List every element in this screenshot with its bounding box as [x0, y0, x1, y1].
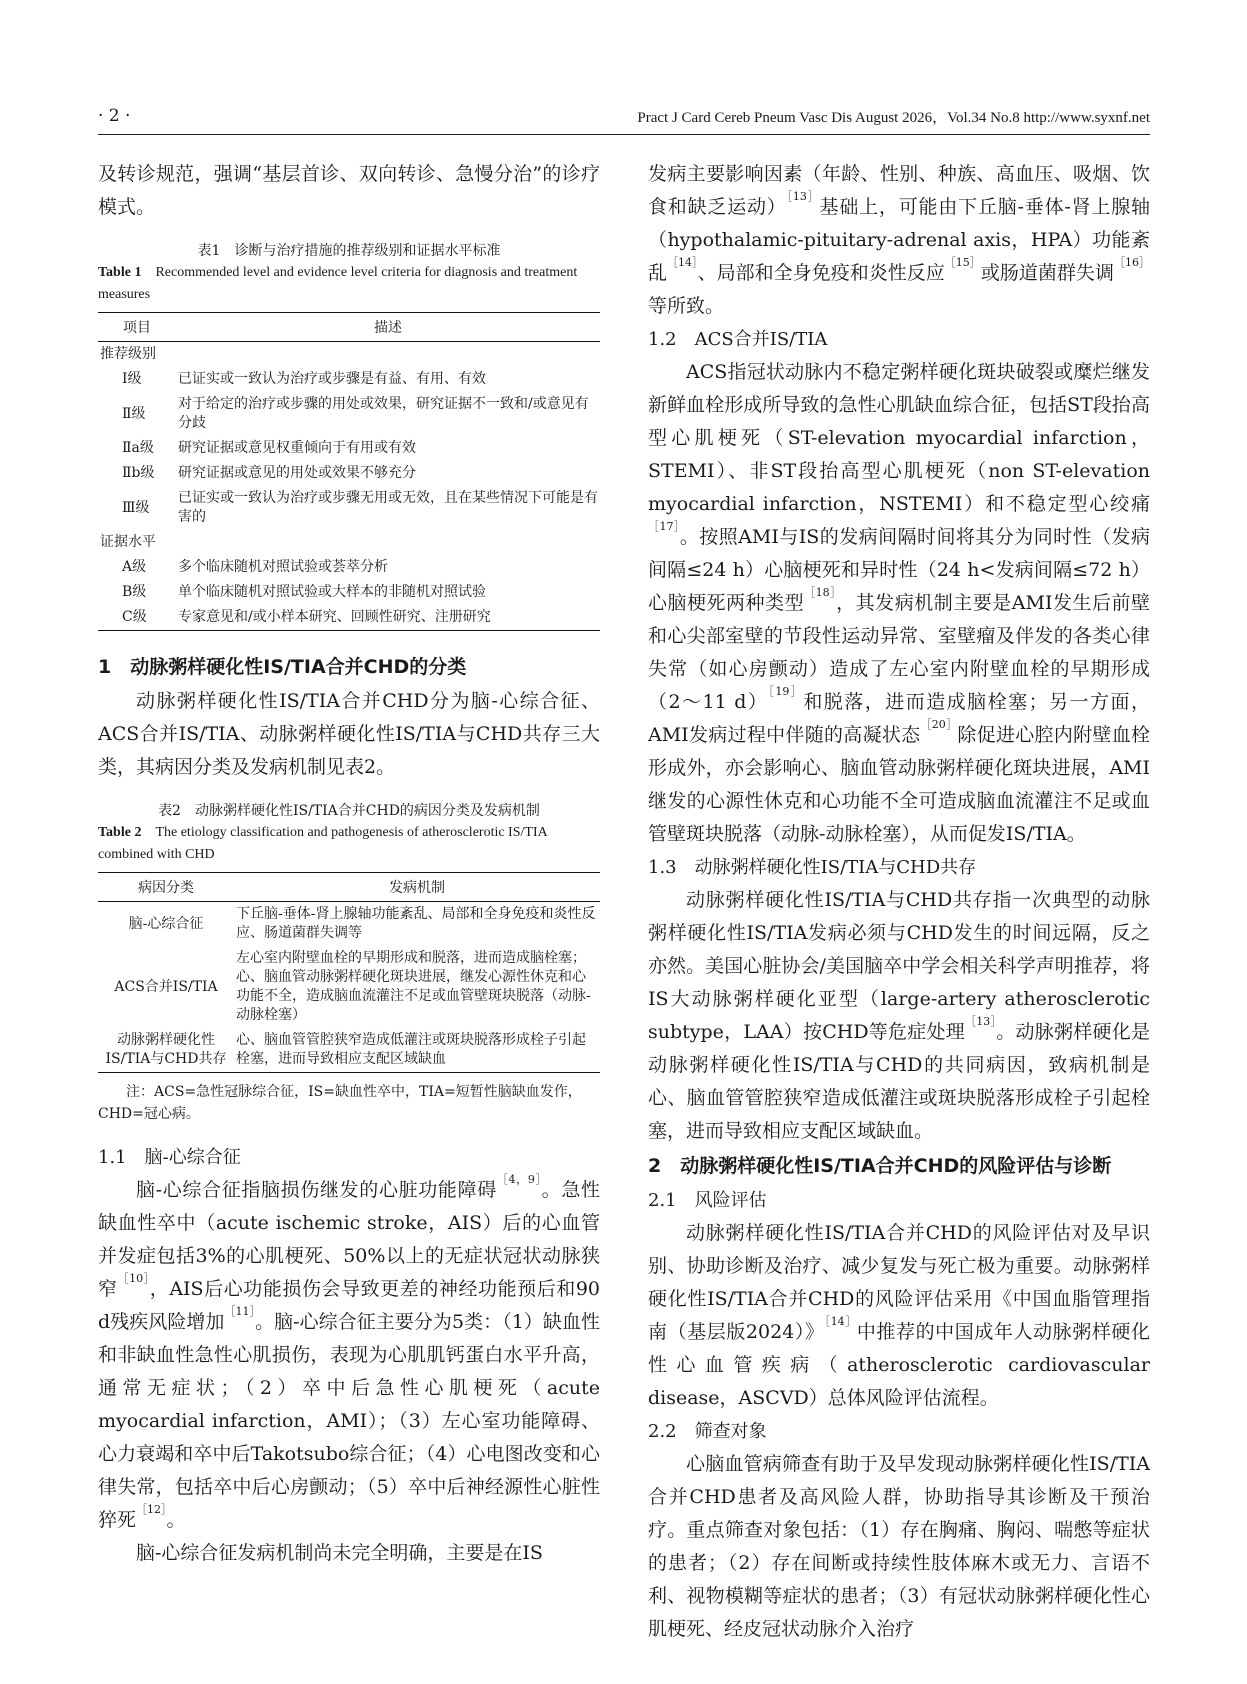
text-run: 、局部和全身免疫和炎性反应 — [697, 262, 945, 284]
table2-caption-en — [98, 822, 600, 866]
table2-mech: 下丘脑-垂体-肾上腺轴功能紊乱、局部和全身免疫和炎性反应、肠道菌群失调等 — [236, 906, 596, 941]
table-row — [98, 1028, 600, 1073]
citation: ［11］ — [224, 1305, 256, 1318]
table1-level: B级 — [122, 584, 147, 600]
table1-desc: 单个临床随机对照试验或大样本的非随机对照试验 — [178, 584, 486, 600]
citation: ［18］ — [804, 586, 837, 599]
citation: ［12］ — [136, 1503, 167, 1516]
table1-level: Ⅱ级 — [122, 405, 146, 422]
table1-group-row — [98, 530, 600, 555]
text-run: 脑-心综合征指脑损伤继发的心脏功能障碍 — [136, 1179, 497, 1201]
text-run: 动脉粥样硬化性IS/TIA与CHD共存指一次典型的动脉粥样硬化性IS/TIA发病必须与CHD发生的时间远隔，反之亦然。美国心脏协会/美国脑卒中学会相关科学声明推荐，将IS大动脉粥样硬化亚型（large-artery atherosclerotic subtype，LAA）按CHD等危症处理 — [648, 889, 1150, 1043]
table1-level: Ⅱb级 — [122, 465, 155, 481]
text-run: 。急性缺血性卒中（acute ischemic stroke，AIS）后的心血管并发症包括3%的心肌梗死、50%以上的无症状冠状动脉狭窄 — [98, 1179, 600, 1300]
table1-level: Ⅲ级 — [122, 499, 150, 516]
table-row — [98, 392, 600, 436]
right-column — [648, 158, 1150, 1638]
table1-col-desc: 描述 — [176, 313, 600, 342]
section-2-1-title: 2.1 风险评估 — [648, 1190, 767, 1211]
table1-level: C级 — [98, 605, 176, 631]
table-row — [98, 367, 600, 392]
text-run: 等所致。 — [648, 295, 725, 317]
table1-level: Ⅱa级 — [122, 440, 154, 456]
table-row — [98, 555, 600, 580]
table1-desc: 对于给定的治疗或步骤的用处或效果，研究证据不一致和/或意见有分歧 — [178, 396, 589, 431]
text-run: 。动脉粥样硬化是动脉粥样硬化性IS/TIA与CHD的共同病因，致病机制是心、脑血管管腔狭窄造成低灌注或斑块脱落形成栓子引起栓塞，进而导致相应支配区域缺血。 — [648, 1021, 1150, 1142]
citation: ［14］ — [667, 256, 698, 269]
table2-col-cat: 病因分类 — [98, 873, 234, 902]
citation: ［14］ — [824, 1315, 857, 1328]
section-1-1-paragraph-2: 脑-心综合征发病机制尚未完全明确，主要是在IS — [136, 1542, 543, 1564]
text-run: 。 — [166, 1509, 186, 1531]
table1 — [98, 312, 600, 631]
table1-caption-text: Recommended level and evidence level criteria for diagnosis and treatment measures — [98, 265, 578, 302]
table2-header-row — [98, 873, 600, 902]
table1-caption-cn: 表1 诊断与治疗措施的推荐级别和证据水平标准 — [197, 243, 501, 259]
table2-mech: 左心室内附壁血栓的早期形成和脱落，进而造成脑栓塞；心、脑血管动脉粥样硬化斑块进展，继发心源性休克和心功能不全，造成脑血流灌注不足或血管壁斑块脱落（动脉-动脉栓塞） — [236, 950, 591, 1023]
citation: ［13］ — [965, 1015, 997, 1028]
text-run: 或肠道菌群失调 — [980, 262, 1114, 284]
table1-desc: 已证实或一致认为治疗或步骤无用或无效，且在某些情况下可能是有害的 — [178, 490, 598, 525]
section-2-2-paragraph: 心脑血管病筛查有助于及早发现动脉粥样硬化性IS/TIA合并CHD患者及高风险人群，协助指导其诊断及干预治疗。重点筛查对象包括：（1）存在胸痛、胸闷、喘憋等症状的患者；（2）存在间断或持续性肢体麻木或无力、言语不利、视物模糊等症状的患者；（3）有冠状动脉粥样硬化性心肌梗死、经皮冠状动脉介入治疗 — [648, 1453, 1150, 1638]
table-row — [98, 461, 600, 486]
table2-caption-cn: 表2 动脉粥样硬化性IS/TIA合并CHD的病因分类及发病机制 — [158, 803, 540, 819]
table2-col-mech: 发病机制 — [234, 873, 600, 902]
table1-header-row — [98, 313, 600, 342]
text-run: ACS指冠状动脉内不稳定粥样硬化斑块破裂或糜烂继发新鲜血栓形成所导致的急性心肌缺血综合征，包括ST段抬高型心肌梗死（ST-elevation myocardial infarction，STEMI）、非ST段抬高型心肌梗死（non ST-elevation myocardial infarction，NSTEMI）和不稳定型心绞痛 — [648, 361, 1150, 515]
table2-note: 注：ACS=急性冠脉综合征，IS=缺血性卒中，TIA=短暂性脑缺血发作，CHD=冠心病。 — [98, 1084, 582, 1122]
text-run: 发病主要影响因素（年龄、性别、种族、高血压、吸烟、饮食和缺乏运动） — [648, 163, 1150, 218]
table1-group-row — [98, 342, 600, 368]
section-2-2-title: 2.2 筛查对象 — [648, 1421, 767, 1442]
table-row — [98, 580, 600, 605]
section-1-title: 1 动脉粥样硬化性IS/TIA合并CHD的分类 — [98, 656, 467, 678]
citation: ［17］ — [648, 520, 680, 533]
page-number: · 2 · — [98, 106, 131, 126]
table1-desc: 研究证据或意见权重倾向于有用或有效 — [178, 440, 416, 456]
section-1-1-paragraph — [98, 1174, 600, 1537]
table1-level: A级 — [122, 559, 147, 575]
table1-group1: 推荐级别 — [100, 346, 156, 362]
section-1-2-title: 1.2 ACS合并IS/TIA — [648, 329, 828, 350]
table1-level: Ⅰ级 — [122, 371, 142, 387]
section-2-title: 2 动脉粥样硬化性IS/TIA合并CHD的风险评估与诊断 — [648, 1155, 1112, 1177]
table1-desc: 专家意见和/或小样本研究、回顾性研究、注册研究 — [176, 605, 600, 631]
table1-desc: 多个临床随机对照试验或荟萃分析 — [178, 559, 388, 575]
text-run: 。按照AMI与IS的发病间隔时间将其分为同时性（发病间隔≤24 h）心脑梗死和异时性（24 h<发病间隔≤72 h）心脑梗死两种类型 — [648, 526, 1150, 614]
citation: ［19］ — [768, 685, 804, 698]
table2-caption-text: The etiology classification and pathogenesis of atherosclerotic IS/TIA combined with CHD — [98, 825, 547, 862]
table1-group2: 证据水平 — [100, 534, 156, 550]
continued-paragraph — [648, 158, 1150, 323]
table2-cat: ACS合并IS/TIA — [114, 978, 218, 995]
citation: ［15］ — [944, 256, 981, 269]
text-run: 动脉粥样硬化性IS/TIA合并CHD的风险评估对及早识别、协助诊断及治疗、减少复发与死亡极为重要。动脉粥样硬化性IS/TIA合并CHD的风险评估采用《中国血脂管理指南（基层版2024）》 — [648, 1222, 1150, 1343]
text-run: ，其发病机制主要是AMI发生后前壁和心尖部室壁的节段性运动异常、室壁瘤及伴发的各类心律失常（如心房颤动）造成了左心室内附壁血栓的早期形成（2～11 d） — [648, 592, 1150, 713]
text-run: ，AIS后心功能损伤会导致更差的神经功能预后和90 d残疾风险增加 — [98, 1278, 600, 1333]
table2-cat: 动脉粥样硬化性IS/TIA与CHD共存 — [98, 1028, 234, 1073]
section-1-3-paragraph — [648, 884, 1150, 1148]
table1-desc: 研究证据或意见的用处或效果不够充分 — [178, 465, 416, 481]
text-run: 。脑-心综合征主要分为5类：（1）缺血性和非缺血性急性心肌损伤，表现为心肌肌钙蛋白水平升高，通常无症状；（2）卒中后急性心肌梗死（acute myocardial infarction，AMI）；（3）左心室功能障碍、心力衰竭和卒中后Takotsubo综合征；（4）心电图改变和心律失常，包括卒中后心房颤动；（5）卒中后神经源性心脏性猝死 — [98, 1311, 600, 1531]
section-1-3-title: 1.3 动脉粥样硬化性IS/TIA与CHD共存 — [648, 857, 977, 878]
table2-label: Table 2 — [98, 825, 142, 840]
table1-caption-en — [98, 262, 600, 306]
running-header — [98, 104, 1150, 135]
table2 — [98, 872, 600, 1073]
citation: ［13］ — [786, 190, 820, 203]
journal-info: Pract J Card Cereb Pneum Vasc Dis August 2026，Vol.34 No.8 http://www.syxnf.net — [637, 110, 1150, 126]
citation: ［4，9］ — [496, 1173, 542, 1186]
citation: ［20］ — [920, 718, 958, 731]
section-1-2-paragraph — [648, 356, 1150, 851]
table-row — [98, 436, 600, 461]
text-run: 除促进心腔内附壁血栓形成外，亦会影响心、脑血管动脉粥样硬化斑块进展，AMI继发的心源性休克和心功能不全可造成脑血流灌注不足或血管壁斑块脱落（动脉-动脉栓塞），从而促发IS/TIA。 — [648, 724, 1150, 845]
left-column — [98, 158, 600, 1638]
table-row — [98, 902, 600, 947]
table-row — [98, 605, 600, 631]
text-run: 和脱落，进而造成脑栓塞；另一方面，AMI发病过程中伴随的高凝状态 — [648, 691, 1150, 746]
citation: ［10］ — [117, 1272, 150, 1285]
text-run: 中推荐的中国成年人动脉粥样硬化性心血管疾病（atherosclerotic cardiovascular disease，ASCVD）总体风险评估流程。 — [648, 1321, 1150, 1409]
table2-mech: 心、脑血管管腔狭窄造成低灌注或斑块脱落形成栓子引起栓塞，进而导致相应支配区域缺血 — [234, 1028, 600, 1073]
text-run: 基础上，可能由下丘脑-垂体-肾上腺轴（hypothalamic-pituitary-adrenal axis，HPA）功能紊乱 — [648, 196, 1150, 284]
table1-label: Table 1 — [98, 265, 142, 280]
section-1-1-title: 1.1 脑-心综合征 — [98, 1147, 241, 1168]
table-row — [98, 946, 600, 1028]
section-1-paragraph: 动脉粥样硬化性IS/TIA合并CHD分为脑-心综合征、ACS合并IS/TIA、动脉粥样硬化性IS/TIA与CHD共存三大类，其病因分类及发病机制见表2。 — [98, 690, 600, 778]
intro-paragraph: 及转诊规范，强调“基层首诊、双向转诊、急慢分治”的诊疗模式。 — [98, 163, 600, 218]
table1-desc: 已证实或一致认为治疗或步骤是有益、有用、有效 — [178, 371, 486, 387]
table2-cat: 脑-心综合征 — [128, 915, 204, 932]
citation: ［16］ — [1113, 256, 1150, 269]
table1-col-item: 项目 — [98, 313, 176, 342]
table-row — [98, 486, 600, 530]
section-2-1-paragraph — [648, 1217, 1150, 1415]
